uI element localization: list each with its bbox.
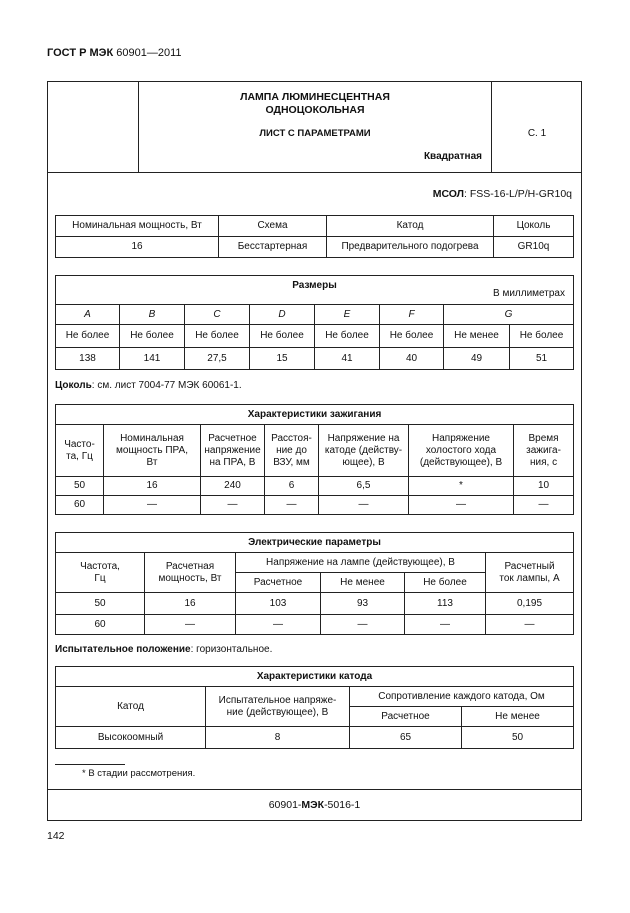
limit-cell: Не более: [510, 325, 574, 348]
dimension-letter: G: [444, 305, 574, 325]
msol-label: МСОЛ: [432, 188, 465, 200]
header-cell: [104, 425, 201, 477]
dimension-letter: B: [120, 305, 185, 325]
dimensions-title: Размеры: [292, 280, 337, 291]
header-cell: [56, 425, 104, 477]
header-text: Испытательное напряже- ние (действующее), В: [218, 694, 337, 718]
dimension-letter: D: [250, 305, 315, 325]
header-cell: [201, 425, 265, 477]
subheader-cell: Не менее: [462, 707, 574, 727]
value-cell: 50: [56, 593, 145, 615]
value-cell: —: [236, 615, 321, 635]
dimensions-title-cell: [56, 276, 574, 305]
lamp-title-line1: ЛАМПА ЛЮМИНЕСЦЕНТНАЯ: [240, 91, 390, 103]
header-cell: [514, 425, 574, 477]
document-header: [47, 47, 182, 59]
electrical-table: [55, 532, 574, 635]
value-cell: 41: [315, 348, 380, 370]
value-cell: 93: [321, 593, 405, 615]
value-cell: Бесстартерная: [219, 237, 327, 258]
value-cell: 40: [380, 348, 444, 370]
cathode-title: Характеристики катода: [56, 667, 574, 687]
header-cell: Цоколь: [494, 216, 574, 237]
header-cell: [56, 553, 145, 593]
value-cell: —: [514, 496, 574, 515]
value-cell: 50: [462, 727, 574, 749]
limit-cell: Не более: [185, 325, 250, 348]
value-cell: 50: [56, 477, 104, 496]
value-cell: —: [409, 496, 514, 515]
value-cell: 113: [405, 593, 486, 615]
value-cell: 16: [56, 237, 219, 258]
standard-number: 60901—2011: [116, 47, 182, 59]
footnote: * В стадии рассмотрения.: [82, 768, 196, 779]
dimension-letter: F: [380, 305, 444, 325]
value-cell: —: [104, 496, 201, 515]
header-cell: [409, 425, 514, 477]
dimensions-table: [55, 275, 574, 370]
value-cell: —: [265, 496, 319, 515]
dimensions-unit: В миллиметрах: [493, 288, 565, 299]
ignition-table: [55, 404, 574, 515]
header-cell: Катод: [327, 216, 494, 237]
header-cell: [486, 553, 574, 593]
msol-value: : FSS-16-L/P/H-GR10q: [464, 188, 572, 200]
header-cell: Катод: [56, 687, 206, 727]
test-position-text: : горизонтальное.: [190, 644, 273, 655]
value-cell: —: [321, 615, 405, 635]
header-cell: [206, 687, 350, 727]
page-number: 142: [47, 830, 65, 842]
standard-prefix: ГОСТ Р МЭК: [47, 47, 114, 59]
base-note-label: Цоколь: [55, 380, 92, 391]
header-cell: Сопротивление каждого катода, Ом: [350, 687, 574, 707]
subheader-cell: Расчетное: [236, 573, 321, 593]
value-cell: 49: [444, 348, 510, 370]
limit-cell: Не менее: [444, 325, 510, 348]
value-cell: —: [145, 615, 236, 635]
value-cell: 16: [145, 593, 236, 615]
header-cell: Напряжение на лампе (действующее), В: [236, 553, 486, 573]
value-cell: 138: [56, 348, 120, 370]
header-text: Номинальная мощность ПРА, Вт: [116, 432, 188, 468]
limit-cell: Не более: [120, 325, 185, 348]
test-position-note: [55, 644, 272, 655]
header-text: Частота, Гц: [80, 560, 120, 584]
header-text: Напряжение холостого хода (действующее), В: [419, 432, 503, 468]
limit-cell: Не более: [315, 325, 380, 348]
dimension-letter: A: [56, 305, 120, 325]
base-note: [55, 380, 242, 391]
lamp-shape: Квадратная: [423, 151, 482, 162]
value-cell: 10: [514, 477, 574, 496]
limit-cell: Не более: [250, 325, 315, 348]
sheet-code: [47, 799, 582, 811]
header-text: Расстоя- ние до ВЗУ, мм: [271, 432, 312, 468]
dimension-letter: E: [315, 305, 380, 325]
sheet-code-a: 60901-: [268, 799, 302, 811]
header-text: Часто- та, Гц: [64, 438, 95, 462]
ignition-title: Характеристики зажигания: [56, 405, 574, 425]
subheader-cell: Расчетное: [350, 707, 462, 727]
value-cell: *: [409, 477, 514, 496]
value-cell: 16: [104, 477, 201, 496]
title-divider-right: [491, 81, 492, 173]
value-cell: GR10q: [494, 237, 574, 258]
limit-cell: Не более: [56, 325, 120, 348]
footnote-rule: [55, 764, 125, 765]
value-cell: 103: [236, 593, 321, 615]
header-text: Время зажига- ния, с: [526, 432, 561, 468]
header-cell: [145, 553, 236, 593]
msol-designation: [47, 188, 572, 200]
value-cell: 6,5: [319, 477, 409, 496]
limit-cell: Не более: [380, 325, 444, 348]
sheet-code-c: -5016-1: [324, 799, 361, 811]
sheet-page-ref: С. 1: [527, 128, 547, 139]
value-cell: 8: [206, 727, 350, 749]
value-cell: —: [319, 496, 409, 515]
header-cell: [265, 425, 319, 477]
cathode-table: [55, 666, 574, 749]
value-cell: Предварительного подогрева: [327, 237, 494, 258]
value-cell: 141: [120, 348, 185, 370]
sheet-title: ЛИСТ С ПАРАМЕТРАМИ: [259, 128, 371, 139]
value-cell: 6: [265, 477, 319, 496]
value-cell: 15: [250, 348, 315, 370]
header-cell: Номинальная мощность, Вт: [56, 216, 219, 237]
subheader-cell: Не более: [405, 573, 486, 593]
general-table: [55, 215, 574, 258]
lamp-title-line2: ОДНОЦОКОЛЬНАЯ: [265, 104, 365, 116]
subheader-cell: Не менее: [321, 573, 405, 593]
lamp-title: [139, 91, 491, 117]
footer-rule: [47, 789, 582, 790]
test-position-label: Испытательное положение: [55, 644, 191, 655]
value-cell: —: [405, 615, 486, 635]
value-cell: —: [201, 496, 265, 515]
value-cell: 0,195: [486, 593, 574, 615]
header-text: Расчетный ток лампы, А: [499, 560, 560, 584]
electrical-title: Электрические параметры: [56, 533, 574, 553]
header-text: Расчетное напряжение на ПРА, В: [204, 432, 261, 468]
value-cell: 27,5: [185, 348, 250, 370]
header-cell: Схема: [219, 216, 327, 237]
value-cell: Высокоомный: [56, 727, 206, 749]
value-cell: 51: [510, 348, 574, 370]
value-cell: —: [486, 615, 574, 635]
value-cell: 240: [201, 477, 265, 496]
header-cell: [319, 425, 409, 477]
value-cell: 60: [56, 615, 145, 635]
header-text: Расчетная мощность, Вт: [158, 560, 222, 584]
dimension-letter: C: [185, 305, 250, 325]
base-note-text: : см. лист 7004-77 МЭК 60061-1.: [91, 380, 242, 391]
value-cell: 60: [56, 496, 104, 515]
value-cell: 65: [350, 727, 462, 749]
sheet-code-b: МЭК: [301, 799, 325, 811]
header-text: Напряжение на катоде (действу- ющее), В: [324, 432, 403, 468]
